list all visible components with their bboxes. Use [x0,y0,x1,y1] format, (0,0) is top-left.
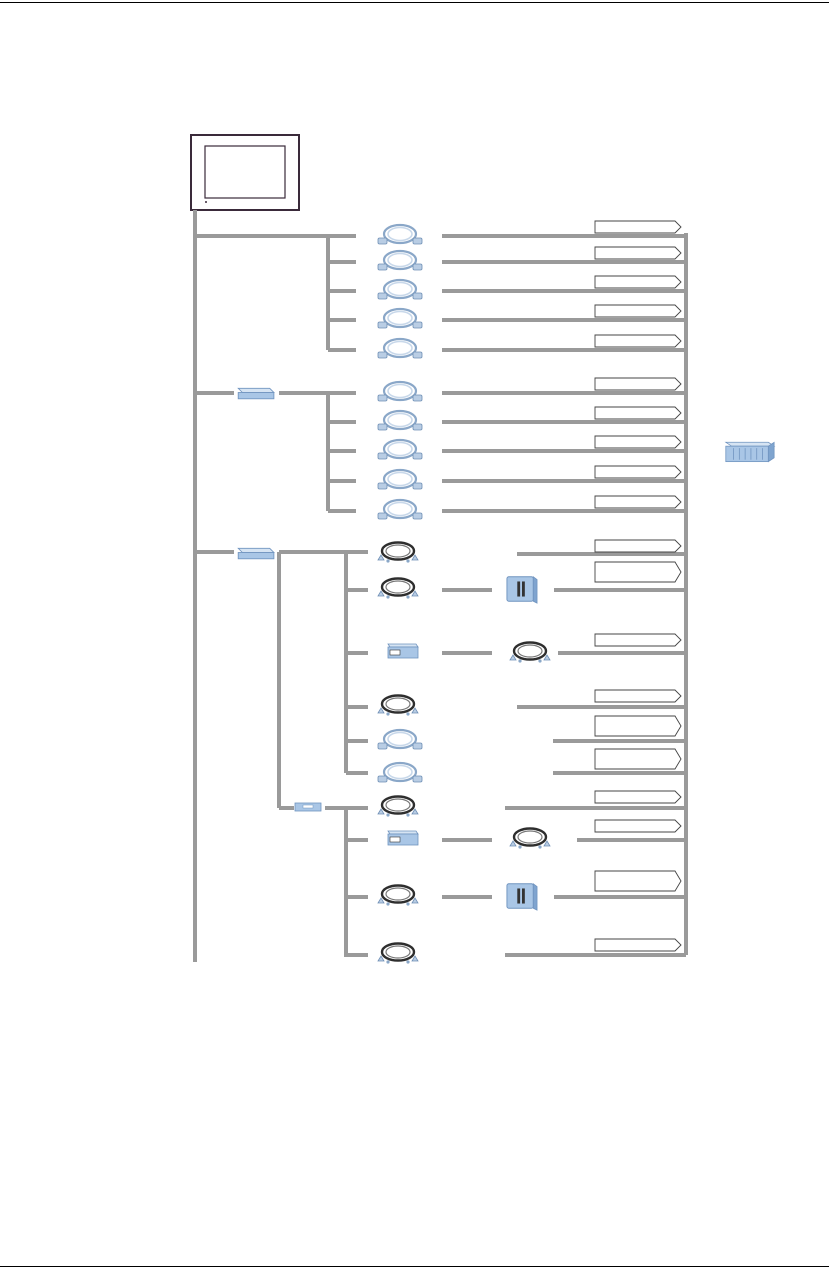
converter-unit-icon [238,548,274,559]
dark-cable-icon [378,543,418,563]
dark-cable-icon [378,579,418,599]
serial-cable-icon [378,382,422,401]
target-label-box [595,466,681,478]
target-label-box [595,634,681,646]
dark-cable-icon [378,696,418,716]
dark-cable-icon [378,797,418,817]
target-label-box [595,540,681,552]
converter-unit-icon [238,388,274,399]
serial-cable-icon [378,470,422,489]
plc-unit-icon [507,577,537,603]
target-label-box [595,335,681,347]
serial-cable-icon [378,309,422,328]
target-label-box [595,378,681,390]
target-label-box [595,407,681,419]
serial-cable-icon [378,411,422,430]
dark-cable-icon [510,829,550,849]
serial-cable-icon [378,251,422,270]
serial-cable-icon [378,225,422,244]
target-label-box [595,939,681,951]
target-label-box [595,436,681,448]
link-unit-icon [388,831,418,845]
target-label-box [595,247,681,259]
target-label-box [595,791,681,803]
target-label-box [595,496,681,508]
link-unit-icon [388,644,418,658]
serial-cable-icon [378,440,422,459]
adapter-unit-icon [295,803,321,811]
serial-cable-icon [378,763,422,782]
serial-cable-icon [378,500,422,519]
target-label-box [595,690,681,702]
dark-cable-icon [378,886,418,906]
io-module-icon [726,442,774,461]
dark-cable-icon [510,643,550,663]
dark-cable-icon [378,944,418,964]
plc-unit-icon [507,884,537,910]
target-label-box [595,871,681,891]
target-label-box [595,562,681,582]
target-label-box [595,716,681,736]
serial-cable-icon [378,339,422,358]
target-label-box [595,749,681,769]
target-label-box [595,276,681,288]
serial-cable-icon [378,730,422,749]
target-label-box [595,305,681,317]
serial-cable-icon [378,280,422,299]
target-label-box [595,820,681,832]
touch-panel-icon [191,135,299,210]
target-label-box [595,221,681,233]
